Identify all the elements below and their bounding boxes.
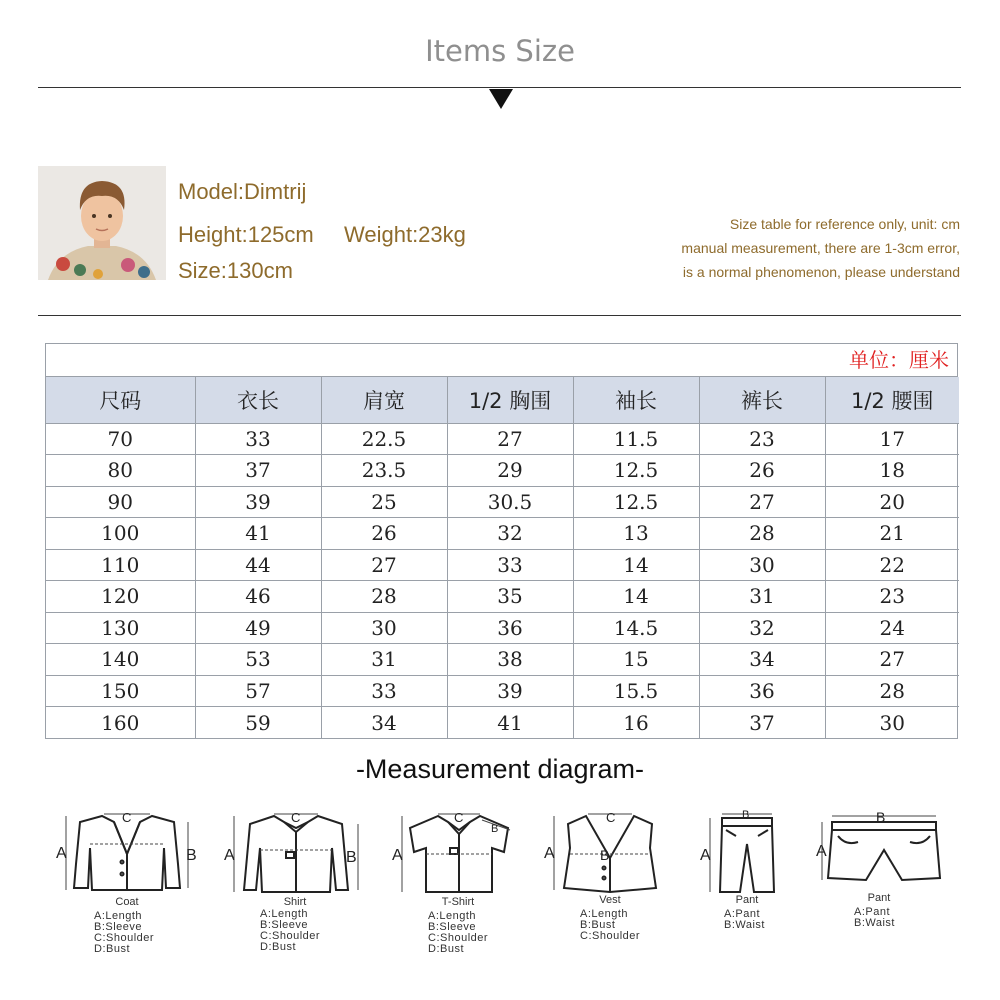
table-cell: 36 [699,675,825,707]
table-cell: 32 [447,518,573,550]
table-cell: 12.5 [573,486,699,518]
svg-text:A: A [700,847,711,864]
table-cell: 80 [46,455,195,487]
svg-text:B: B [346,849,357,866]
table-cell: 16 [573,707,699,739]
table-cell: 13 [573,518,699,550]
table-cell: 38 [447,644,573,676]
diagram-title: -Measurement diagram- [355,754,645,784]
table-cell: 30.5 [447,486,573,518]
table-cell: 33 [447,549,573,581]
model-weight: Weight:23kg [344,222,466,247]
table-cell: 130 [46,612,195,644]
svg-text:C: C [606,810,616,825]
pant-diagram [692,808,802,931]
table-cell: 28 [825,675,959,707]
table-row [46,518,959,550]
shorts-icon [814,808,944,894]
note-line-3: is a normal phenomenon, please understand [682,264,960,280]
garment-legend: A:Length B:Sleeve C:Shoulder D:Bust [260,908,321,953]
table-cell: 28 [699,518,825,550]
table-row [46,423,959,455]
table-cell: 110 [46,549,195,581]
garment-legend: A:Length B:Bust C:Shoulder [580,908,641,942]
table-cell: 90 [46,486,195,518]
table-row [46,549,959,581]
table-row [46,644,959,676]
garment-name: Coat [115,896,139,908]
table-cell: 34 [699,644,825,676]
table-cell: 26 [699,455,825,487]
table-cell: 32 [699,612,825,644]
garment-name: Pant [867,892,891,904]
svg-text:C: C [454,810,464,825]
table-cell: 29 [447,455,573,487]
down-arrow-icon [489,89,513,109]
table-cell: 160 [46,707,195,739]
table-cell: 24 [825,612,959,644]
table-cell: 21 [825,518,959,550]
table-cell: 57 [195,675,321,707]
garment-name: T-Shirt [441,896,475,908]
table-cell: 14.5 [573,612,699,644]
table-cell: 30 [699,549,825,581]
garment-legend: A:Pant B:Waist [854,906,895,929]
table-row [46,612,959,644]
table-cell: 27 [447,423,573,455]
table-cell: 26 [321,518,447,550]
size-table [45,343,958,739]
table-cell: 28 [321,581,447,613]
svg-text:A: A [816,843,827,860]
table-cell: 17 [825,423,959,455]
table-cell: 70 [46,423,195,455]
table-cell: 39 [195,486,321,518]
measure-letter-a: A [56,845,67,862]
shirt-icon [220,808,370,896]
table-cell: 30 [825,707,959,739]
svg-text:A: A [544,845,555,862]
svg-text:C: C [291,810,301,825]
column-header: 衣长 [195,377,321,423]
table-cell: 22 [825,549,959,581]
table-cell: 39 [447,675,573,707]
garment-name: Shirt [283,896,307,908]
table-header-row [46,377,959,423]
table-cell: 18 [825,455,959,487]
table-cell: 15.5 [573,675,699,707]
vest-diagram [540,808,680,942]
table-cell: 22.5 [321,423,447,455]
table-cell: 140 [46,644,195,676]
measure-letter-c: C [122,810,132,825]
table-cell: 25 [321,486,447,518]
table-cell: 35 [447,581,573,613]
table-cell: 100 [46,518,195,550]
table-cell: 12.5 [573,455,699,487]
garment-name: Vest [599,894,621,906]
table-cell: 53 [195,644,321,676]
model-height: Height:125cm [178,222,314,247]
column-header: 1/2 胸围 [447,377,573,423]
coat-icon [52,808,202,896]
table-cell: 14 [573,581,699,613]
table-cell: 41 [447,707,573,739]
table-cell: 44 [195,549,321,581]
header-divider [38,87,961,88]
note-line-2: manual measurement, there are 1-3cm error, [681,240,960,256]
table-row [46,675,959,707]
table-row [46,455,959,487]
table-cell: 36 [447,612,573,644]
column-header: 袖长 [573,377,699,423]
table-cell: 37 [195,455,321,487]
table-cell: 23 [699,423,825,455]
garment-legend: A:Pant B:Waist [724,908,765,931]
tshirt-diagram [388,808,528,955]
table-cell: 30 [321,612,447,644]
table-cell: 33 [321,675,447,707]
tshirt-icon [388,808,528,896]
model-size: Size:130cm [178,258,293,283]
table-cell: 59 [195,707,321,739]
info-divider [38,315,961,316]
garment-legend: A:Length B:Sleeve C:Shoulder D:Bust [428,910,489,955]
coat-diagram [52,808,202,955]
table-cell: 46 [195,581,321,613]
column-header: 尺码 [46,377,195,423]
svg-text:B: B [491,823,499,835]
column-header: 裤长 [699,377,825,423]
shorts-diagram [814,808,944,929]
garment-legend: A:Length B:Sleeve C:Shoulder D:Bust [94,910,155,955]
svg-text:B: B [876,809,886,825]
table-cell: 27 [321,549,447,581]
measure-letter-b: B [186,847,197,864]
vest-icon [540,808,680,894]
table-cell: 34 [321,707,447,739]
unit-label: 单位：厘米 [46,344,957,377]
table-cell: 33 [195,423,321,455]
svg-text:B: B [742,809,750,821]
table-row [46,707,959,739]
table-cell: 37 [699,707,825,739]
table-cell: 49 [195,612,321,644]
table-cell: 27 [699,486,825,518]
pant-icon [692,808,802,894]
table-cell: 41 [195,518,321,550]
table-cell: 27 [825,644,959,676]
shirt-diagram [220,808,370,953]
table-row [46,486,959,518]
table-cell: 23 [825,581,959,613]
column-header: 肩宽 [321,377,447,423]
table-row [46,581,959,613]
page-title: Items Size [425,34,575,68]
svg-text:A: A [392,847,403,864]
svg-text:B: B [600,847,610,863]
table-cell: 15 [573,644,699,676]
table-cell: 14 [573,549,699,581]
table-cell: 120 [46,581,195,613]
table-cell: 150 [46,675,195,707]
table-cell: 20 [825,486,959,518]
table-cell: 31 [699,581,825,613]
column-header: 1/2 腰围 [825,377,959,423]
model-photo [38,166,166,280]
garment-name: Pant [735,894,759,906]
table-cell: 31 [321,644,447,676]
table-cell: 23.5 [321,455,447,487]
model-name: Model:Dimtrij [178,179,307,204]
svg-text:A: A [224,847,235,864]
table-cell: 11.5 [573,423,699,455]
note-line-1: Size table for reference only, unit: cm [729,216,960,232]
